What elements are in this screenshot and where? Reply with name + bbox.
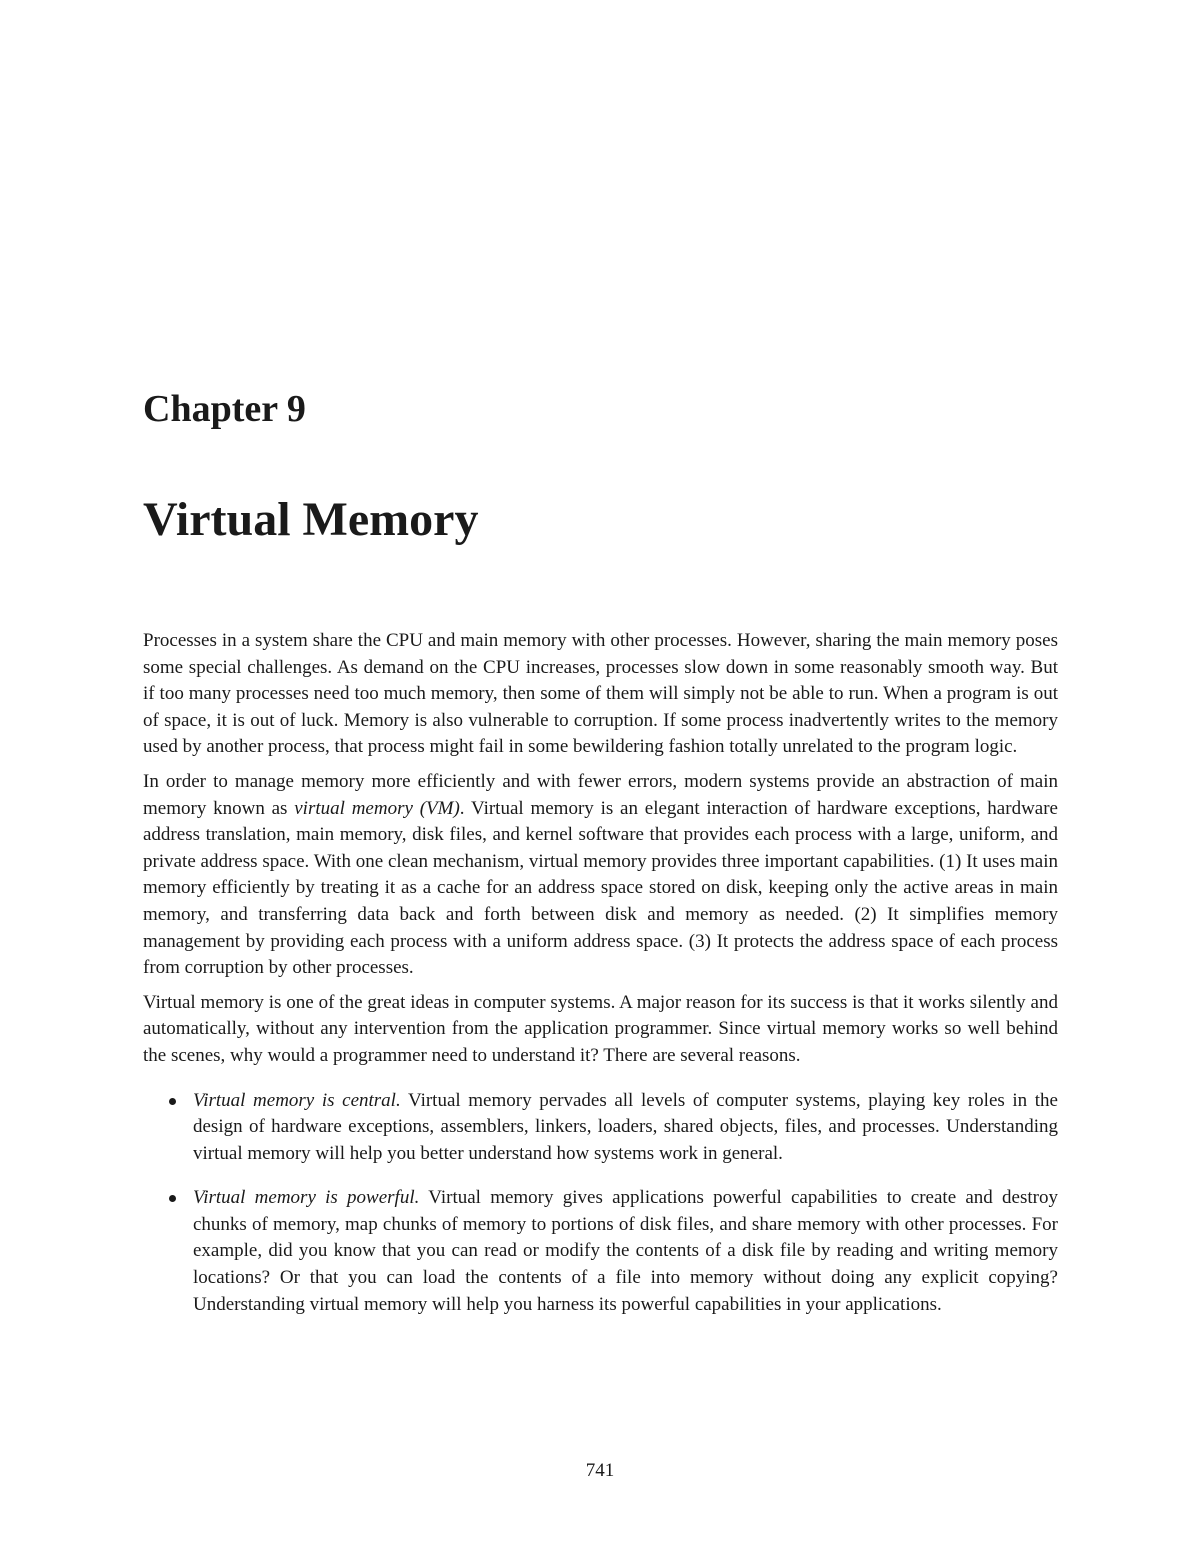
- bullet-text: Virtual memory gives applications powerful capabilities to create and destroy chunks of memory, map chunks of memory to portions of disk files, and share memory with other processes. For example, did you know that you can read or modify the contents of a disk file by reading and writing memory locations? Or that you can load the contents of a file into memory without doing any explicit copying? Understanding virtual memory will help you harness its powerful capabilities in your applications.: [193, 1187, 1058, 1315]
- paragraph-abstraction-rest: . Virtual memory is an elegant interaction of hardware exceptions, hardware address translation, main memory, disk files, and kernel software that provides each process with a large, uniform, and private address space. With one clean mechanism, virtual memory provides three important capabilities. (1) It uses main memory efficiently by treating it as a cache for an address space stored on disk, keeping only the active areas in main memory, and transferring data back and forth between disk and memory as needed. (2) It simplifies memory management by providing each process with a uniform address space. (3) It protects the address space of each process from corruption by other processes.: [143, 797, 1058, 979]
- chapter-label: Chapter 9: [143, 388, 306, 430]
- chapter-body: [143, 628, 1058, 1336]
- bullet-lead: Virtual memory is central.: [193, 1089, 401, 1111]
- paragraph-reasons: Virtual memory is one of the great ideas in computer systems. A major reason for its success is that it works silently and automatically, without any intervention from the application programmer. Since virtual memory works so well behind the scenes, why would a programmer need to understand it? There are several reasons.: [143, 991, 1058, 1066]
- bullet-lead: Virtual memory is powerful.: [193, 1187, 420, 1209]
- chapter-title: Virtual Memory: [143, 493, 479, 546]
- bullet-icon: [169, 1195, 176, 1202]
- list-item: [193, 1088, 1058, 1168]
- bullet-text: Virtual memory pervades all levels of computer systems, playing key roles in the design of hardware exceptions, assemblers, linkers, loaders, shared objects, files, and processes. Understanding virtual memory will help you better understand how systems work in general.: [193, 1089, 1058, 1164]
- page-number: 741: [585, 1460, 615, 1481]
- bullet-icon: [169, 1098, 176, 1105]
- reasons-list: [143, 1088, 1058, 1319]
- list-item: [193, 1185, 1058, 1318]
- paragraph-intro: Processes in a system share the CPU and main memory with other processes. However, sharing the main memory poses some special challenges. As demand on the CPU increases, processes slow down in some reasonably smooth way. But if too many processes need too much memory, then some of them will simply not be able to run. When a program is out of space, it is out of luck. Memory is also vulnerable to corruption. If some process inadvertently writes to the memory used by another process, that process might fail in some bewildering fashion totally unrelated to the program logic.: [143, 630, 1058, 758]
- term-virtual-memory: virtual memory (VM): [294, 797, 460, 819]
- paragraph-abstraction-start: In order to manage memory more efficiently and with fewer errors, modern systems provide an abstraction of main memory known as: [143, 770, 1058, 819]
- paragraph-abstraction: [143, 769, 1058, 982]
